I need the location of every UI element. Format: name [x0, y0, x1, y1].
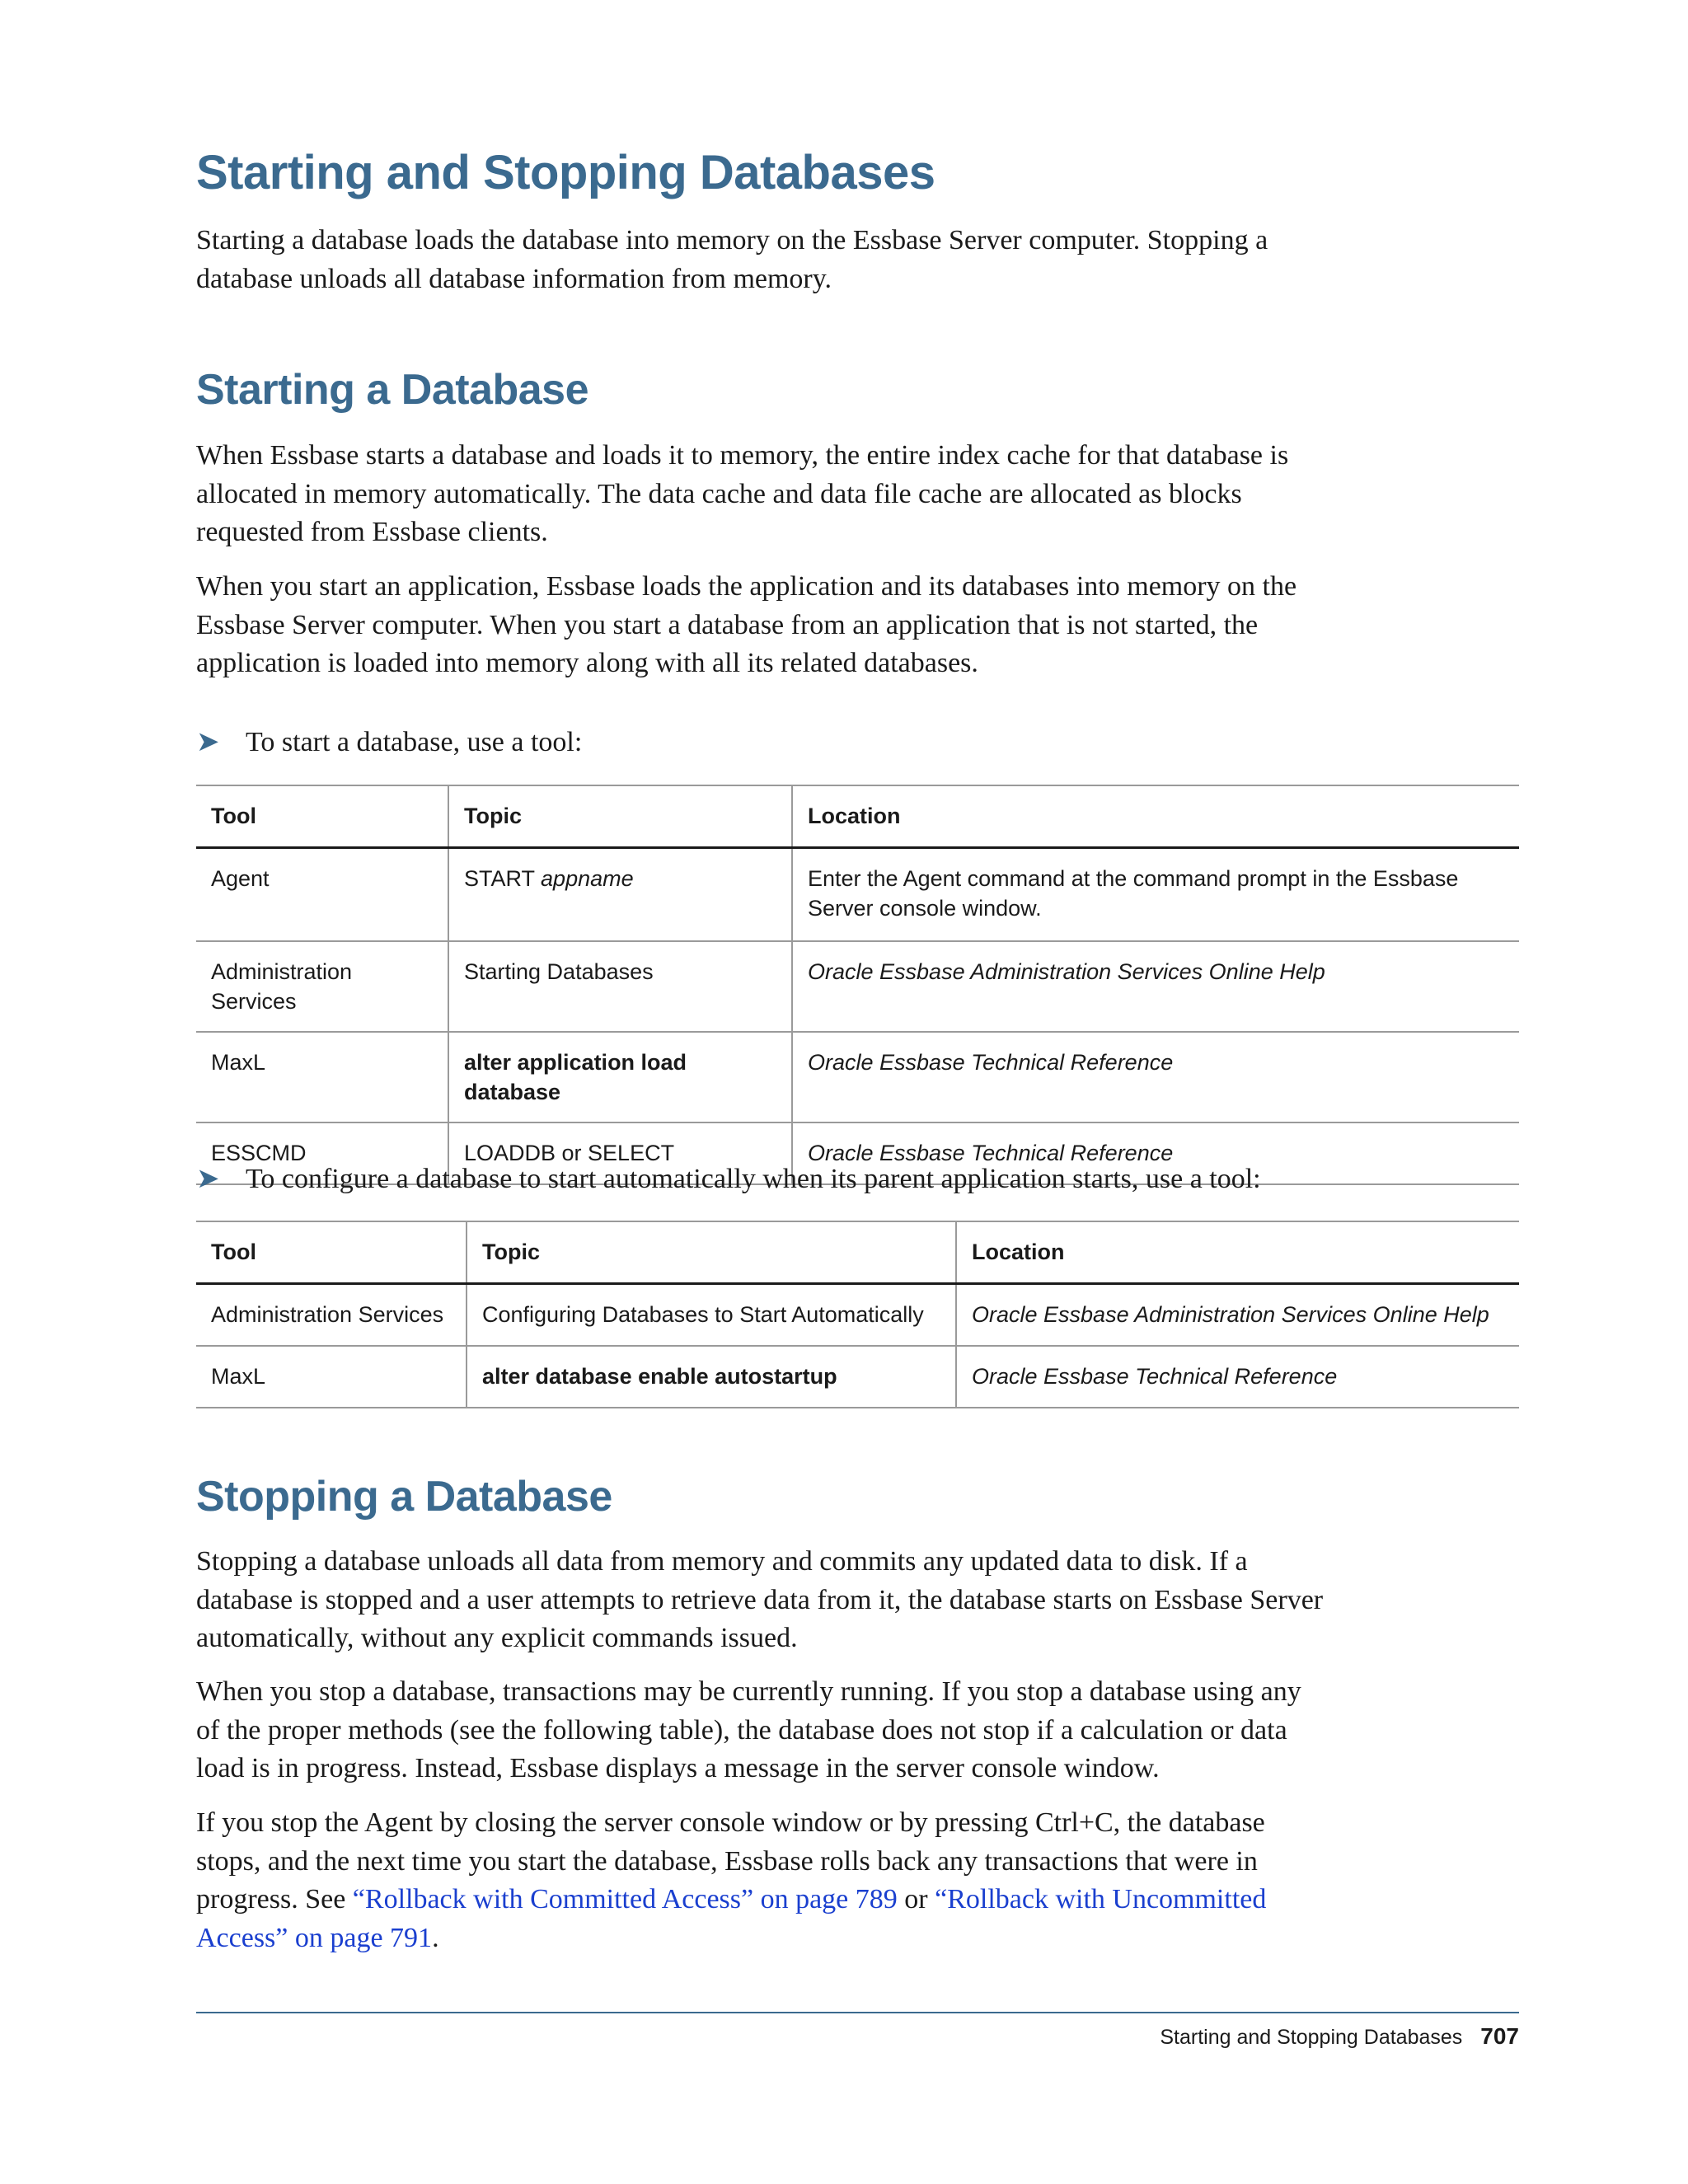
- cell-topic: LOADDB or SELECT: [448, 1122, 792, 1184]
- table-header-row: [196, 1221, 1519, 1284]
- section-intro: Starting a database loads the database into memory on the Essbase Server computer. Stopping a database unloads all database information from memory.: [196, 225, 1268, 294]
- rollback-committed-link[interactable]: “Rollback with Committed Access” on page 789: [352, 1884, 898, 1915]
- cell-location: Enter the Agent command at the command prompt in the Essbase Server console window.: [792, 848, 1519, 942]
- footer-title: Starting and Stopping Databases: [1160, 2026, 1463, 2049]
- header-topic: Topic: [448, 785, 792, 848]
- header-topic: Topic: [467, 1221, 956, 1284]
- cell-topic-command: START: [464, 866, 542, 891]
- cell-location: Oracle Essbase Administration Services Online Help: [956, 1284, 1519, 1347]
- rollback-uncommitted-link[interactable]: “Rollback with Uncommitted Access” on page 791: [196, 1884, 1267, 1953]
- cell-topic: alter database enable autostartup: [467, 1346, 956, 1408]
- table-header-row: [196, 785, 1519, 848]
- step-start-database-text: To start a database, use a tool:: [246, 727, 583, 757]
- arrow-right-icon: ➤: [196, 1162, 220, 1195]
- table-row: [196, 941, 1519, 1032]
- page-number: 707: [1480, 2023, 1519, 2049]
- cell-location: Oracle Essbase Technical Reference: [792, 1032, 1519, 1122]
- cell-tool: Administration Services: [196, 941, 448, 1032]
- starting-paragraph-1: When Essbase starts a database and loads it to memory, the entire index cache for that database is allocated in memory automatically. The data cache and data file cache are allocated as blocks requested from Essbase clients.: [196, 440, 1289, 547]
- header-location: Location: [792, 785, 1519, 848]
- stopping-paragraph-2: When you stop a database, transactions may be currently running. If you stop a database using any of the proper methods (see the following table), the database does not stop if a calculation or data load is in progress. Instead, Essbase displays a message in the server console window.: [196, 1676, 1301, 1783]
- autostart-database-table: [196, 1221, 1519, 1408]
- header-tool: Tool: [196, 785, 448, 848]
- step-autostart-database: [196, 1160, 1261, 1198]
- cell-topic: Starting Databases: [448, 941, 792, 1032]
- header-tool: Tool: [196, 1221, 467, 1284]
- cell-location: Oracle Essbase Technical Reference: [792, 1122, 1519, 1184]
- stopping-paragraph-3-start: If you stop the Agent by closing the server console window or by pressing Ctrl+C, the database stops, and the next time you start the database, Essbase rolls back any transactions that were in progress. See: [196, 1807, 1265, 1915]
- step-start-database: [196, 723, 582, 762]
- cell-tool: MaxL: [196, 1346, 467, 1408]
- cell-tool: Administration Services: [196, 1284, 467, 1347]
- arrow-right-icon: ➤: [196, 725, 220, 758]
- cell-topic: [448, 848, 792, 942]
- stopping-paragraph-1: Stopping a database unloads all data from memory and commits any updated data to disk. If a database is stopped and a user attempts to retrieve data from it, the database starts on Essbase Server automatically, without any explicit commands issued.: [196, 1546, 1324, 1653]
- cell-topic: alter application load database: [448, 1032, 792, 1122]
- starting-title: Starting a Database: [196, 366, 588, 414]
- table-row: [196, 1346, 1519, 1408]
- cell-tool: MaxL: [196, 1032, 448, 1122]
- footer-rule: [196, 2012, 1519, 2013]
- cell-tool: ESSCMD: [196, 1122, 448, 1184]
- stopping-paragraph-3-mid: or: [897, 1884, 935, 1915]
- cell-location: Oracle Essbase Technical Reference: [956, 1346, 1519, 1408]
- page-footer: [1160, 2023, 1519, 2050]
- table-row: [196, 1284, 1519, 1347]
- stopping-paragraph-3: [196, 1804, 1325, 1957]
- table-row: [196, 848, 1519, 942]
- starting-paragraph-2: When you start an application, Essbase loads the application and its databases into memory on the Essbase Server computer. When you start a database from an application that is not started, the application is loaded into memory along with all its related databases.: [196, 571, 1297, 678]
- cell-topic-argument: appname: [541, 866, 634, 891]
- table-row: [196, 1032, 1519, 1122]
- stopping-title: Stopping a Database: [196, 1473, 612, 1521]
- section-title: Starting and Stopping Databases: [196, 146, 935, 199]
- step-autostart-database-text: To configure a database to start automatically when its parent application starts, use a tool:: [246, 1164, 1261, 1194]
- stopping-paragraph-3-end: .: [432, 1922, 439, 1953]
- cell-topic: Configuring Databases to Start Automatically: [467, 1284, 956, 1347]
- cell-location: Oracle Essbase Administration Services Online Help: [792, 941, 1519, 1032]
- start-database-table: [196, 785, 1519, 1185]
- header-location: Location: [956, 1221, 1519, 1284]
- cell-tool: Agent: [196, 848, 448, 942]
